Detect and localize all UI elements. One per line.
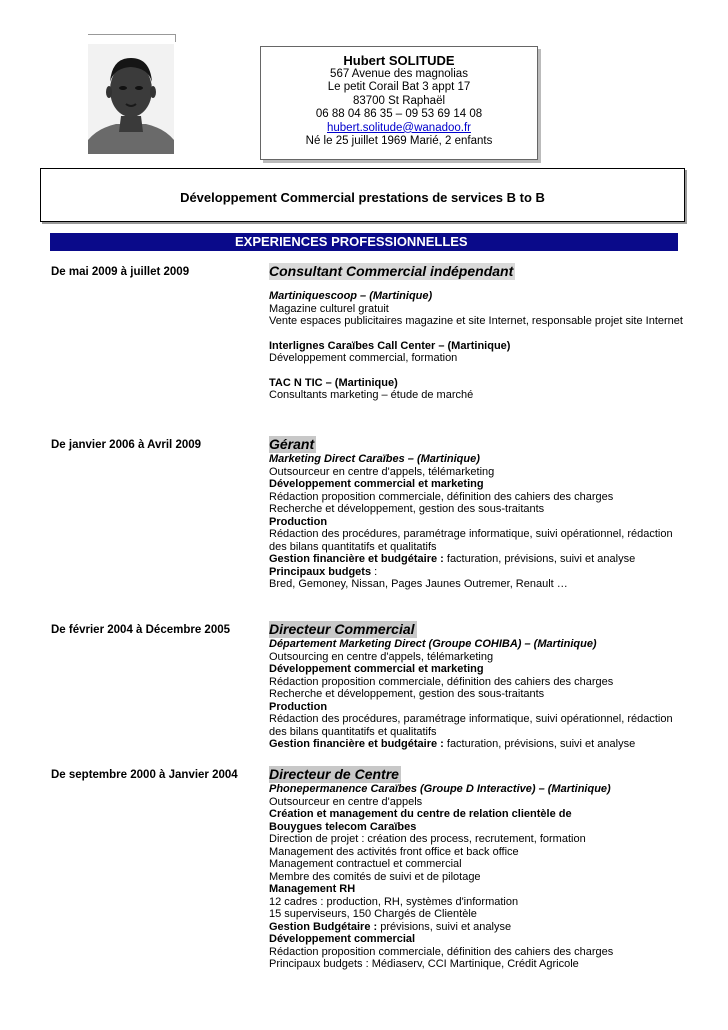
phone-numbers: 06 88 04 86 35 – 09 53 69 14 08 [315,108,483,121]
company-name: Interlignes Caraïbes Call Center – (Martinique) [269,339,511,352]
detail-heading: Développement commercial [269,933,416,945]
photo-frame-tick [175,34,176,42]
portrait-image [88,44,174,154]
detail-line: Rédaction proposition commerciale, définition des cahiers des charges [269,490,614,503]
detail-text: facturation, prévisions, suivi et analyse [443,738,636,750]
detail-line: Consultants marketing – étude de marché [269,389,474,401]
address-line-3: 83700 St Raphaël [352,94,446,107]
experience-block [269,263,684,402]
experience-block [269,621,684,751]
detail-line: Bred, Gemoney, Nissan, Pages Jaunes Outremer, Renault … [269,578,568,590]
detail-text: facturation, prévisions, suivi et analyse [443,553,636,565]
detail-heading: Gestion Budgétaire : [269,920,378,933]
detail-heading: Production [269,515,328,528]
company-name: Marketing Direct Caraïbes – (Martinique) [269,453,480,465]
detail-line: Management contractuel et commercial [269,858,462,870]
photo-frame-line [88,34,176,35]
detail-line: Direction de projet : création des process, recrutement, formation [269,833,586,845]
detail-line: Outsourceur en centre d'appels [269,795,423,808]
detail-line: Recherche et développement, gestion des sous-traitants [269,688,545,700]
role-title: Consultant Commercial indépendant [269,263,514,279]
role-title: Directeur de Centre [269,766,399,782]
detail-line: Rédaction proposition commerciale, définition des cahiers des charges [269,675,614,688]
profile-photo [88,44,174,154]
experience-date: De mai 2009 à juillet 2009 [51,266,190,278]
role-title: Directeur Commercial [269,621,415,637]
birth-family: Né le 25 juillet 1969 Marié, 2 enfants [305,135,493,148]
detail-line: Développement commercial, formation [269,352,458,364]
company-name: Phonepermanence Caraïbes (Groupe D Interactive) – (Martinique) [269,783,611,795]
detail-text: : [371,565,378,578]
headline-box [40,168,685,222]
address-line-2: Le petit Corail Bat 3 appt 17 [327,81,471,94]
detail-line: Recherche et développement, gestion des sous-traitants [269,503,545,515]
detail-heading: Management RH [269,883,356,895]
headline: Développement Commercial prestations de services B to B [180,190,545,205]
detail-line: Principaux budgets : Médiaserv, CCI Martinique, Crédit Agricole [269,958,579,970]
experience-block [269,766,684,971]
role-title: Gérant [269,436,315,452]
experience-date: De septembre 2000 à Janvier 2004 [51,769,238,781]
detail-line: Outsourcing en centre d'appels, télémarketing [269,650,494,663]
email-link[interactable]: hubert.solitude@wanadoo.fr [326,121,471,134]
company-name: Département Marketing Direct (Groupe COHIBA) – (Martinique) [269,638,597,650]
experience-date: De février 2004 à Décembre 2005 [51,624,231,636]
detail-heading: Création et management du centre de relation clientèle de Bouygues telecom Caraïbes [269,808,572,833]
detail-line: Outsourceur en centre d'appels, télémarketing [269,465,495,478]
detail-line: Membre des comités de suivi et de pilotage [269,870,481,883]
detail-heading: Principaux budgets [269,565,372,578]
detail-line: Rédaction proposition commerciale, définition des cahiers des charges [269,945,614,958]
detail-heading: Développement commercial et marketing [269,663,484,675]
detail-text: prévisions, suivi et analyse [377,920,512,933]
detail-heading: Développement commercial et marketing [269,478,484,490]
section-title: EXPERIENCES PROFESSIONNELLES [235,234,468,249]
detail-line: Vente espaces publicitaires magazine et site Internet, responsable projet site Internet [269,315,683,327]
detail-heading: Gestion financière et budgétaire : [269,553,444,565]
address-line-1: 567 Avenue des magnolias [330,68,468,80]
detail-line: Magazine culturel gratuit [269,302,389,315]
detail-line: Management des activités front office et back office [269,845,519,858]
candidate-name: Hubert SOLITUDE [343,53,455,68]
experience-block [269,436,684,591]
detail-line: Rédaction des procédures, paramétrage informatique, suivi opérationnel, rédaction des bilans quantitatifs et qualitatifs [269,528,673,553]
detail-line: Rédaction des procédures, paramétrage informatique, suivi opérationnel, rédaction des bilans quantitatifs et qualitatifs [269,713,673,738]
experience-date: De janvier 2006 à Avril 2009 [51,439,202,451]
detail-heading: Production [269,700,328,713]
detail-heading: Gestion financière et budgétaire : [269,738,444,750]
company-name: Martiniquescoop – (Martinique) [269,290,433,302]
contact-card [260,46,538,160]
company-name: TAC N TIC – (Martinique) [269,376,398,389]
detail-line: 12 cadres : production, RH, systèmes d'information [269,895,519,908]
section-banner [50,233,678,251]
detail-line: 15 superviseurs, 150 Chargés de Clientèle [269,908,477,920]
